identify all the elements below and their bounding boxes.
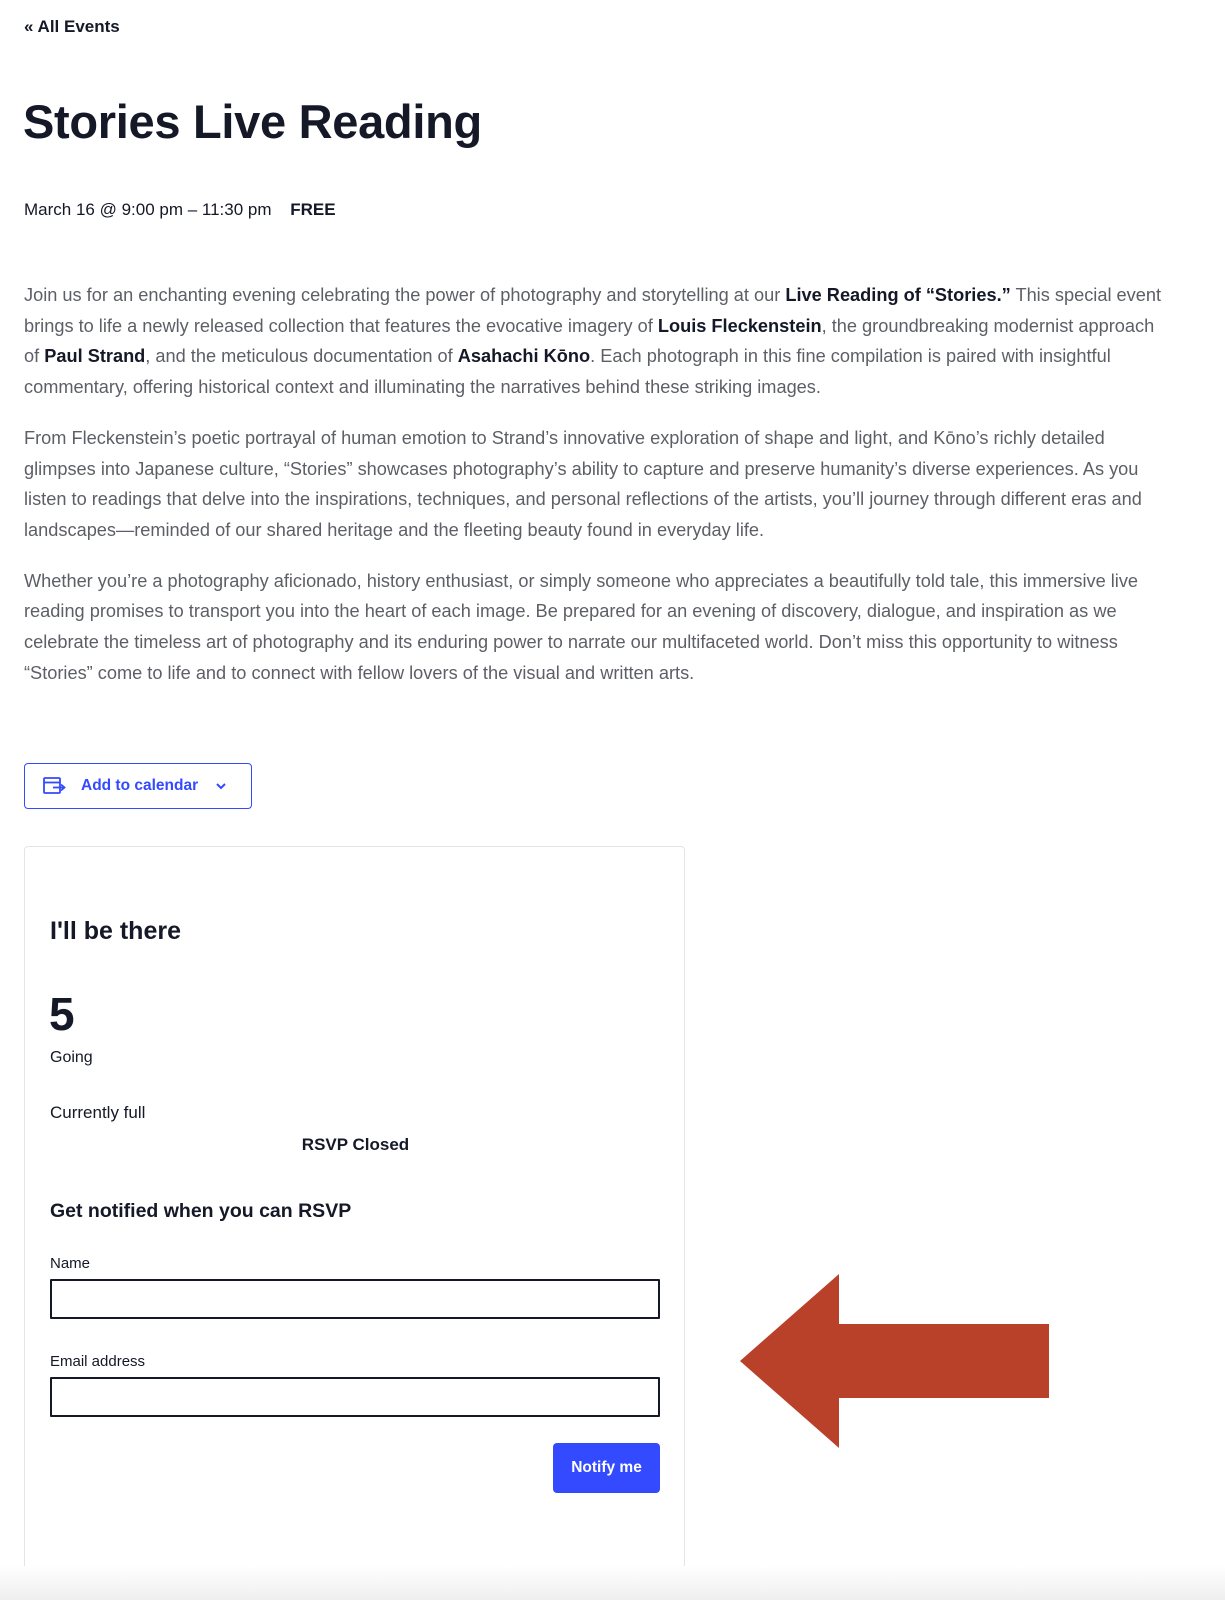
left-arrow-annotation-icon bbox=[740, 1274, 1050, 1448]
rsvp-card bbox=[24, 846, 685, 1580]
page-bottom-edge bbox=[0, 1566, 1225, 1600]
going-count: 5 bbox=[49, 988, 75, 1040]
event-date-time: March 16 @ 9:00 pm – 11:30 pm bbox=[24, 200, 272, 219]
notify-me-button[interactable]: Notify me bbox=[553, 1443, 660, 1493]
name-field[interactable] bbox=[50, 1279, 660, 1319]
description-paragraph-2: From Fleckenstein’s poetic portrayal of human emotion to Strand’s innovative exploration of shape and light, and Kōno’s richly detailed glimpses into Japanese culture, “Stories” showcases photography’s ability to capture and preserve humanity’s diverse experiences. As you listen to readings that delve into the inspirations, techniques, and personal reflections of the artists, you’ll journey through different eras and landscapes—reminded of our shared heritage and the fleeting beauty found in everyday life. bbox=[24, 427, 1142, 540]
email-field[interactable] bbox=[50, 1377, 660, 1417]
event-meta bbox=[24, 200, 336, 220]
event-description bbox=[24, 280, 1174, 708]
add-to-calendar-button[interactable] bbox=[24, 763, 252, 809]
chevron-down-icon bbox=[214, 779, 228, 793]
rsvp-title: I'll be there bbox=[50, 917, 181, 945]
going-label: Going bbox=[50, 1049, 93, 1066]
calendar-export-icon bbox=[43, 776, 67, 796]
page-title: Stories Live Reading bbox=[23, 95, 482, 148]
description-paragraph-1: Join us for an enchanting evening celebrating the power of photography and storytelling at our Live Reading of “Stories.” This special event brings to life a newly released collection that features the evocative imagery of Louis Fleckenstein, the groundbreaking modernist approach of Paul Strand, and the meticulous documentation of Asahachi Kōno. Each photograph in this fine compilation is paired with insightful commentary, offering historical context and illuminating the narratives behind these striking images. bbox=[24, 285, 1162, 398]
all-events-link[interactable]: « All Events bbox=[24, 17, 120, 36]
description-paragraph-3: Whether you’re a photography aficionado, history enthusiast, or simply someone who appreciates a beautifully told tale, this immersive live reading promises to transport you into the heart of each image. Be prepared for an evening of discovery, dialogue, and inspiration as we celebrate the timeless art of photography and its enduring power to narrate our multifaceted world. Don’t miss this opportunity to witness “Stories” come to life and to connect with fellow lovers of the visual and written arts. bbox=[24, 570, 1139, 683]
capacity-status: Currently full bbox=[50, 1103, 146, 1122]
notify-heading: Get notified when you can RSVP bbox=[50, 1200, 352, 1222]
name-label: Name bbox=[50, 1255, 91, 1272]
event-cost: FREE bbox=[290, 200, 336, 219]
rsvp-closed-label: RSVP Closed bbox=[301, 1135, 410, 1154]
email-label: Email address bbox=[50, 1353, 146, 1370]
add-to-calendar-label: Add to calendar bbox=[81, 777, 199, 794]
